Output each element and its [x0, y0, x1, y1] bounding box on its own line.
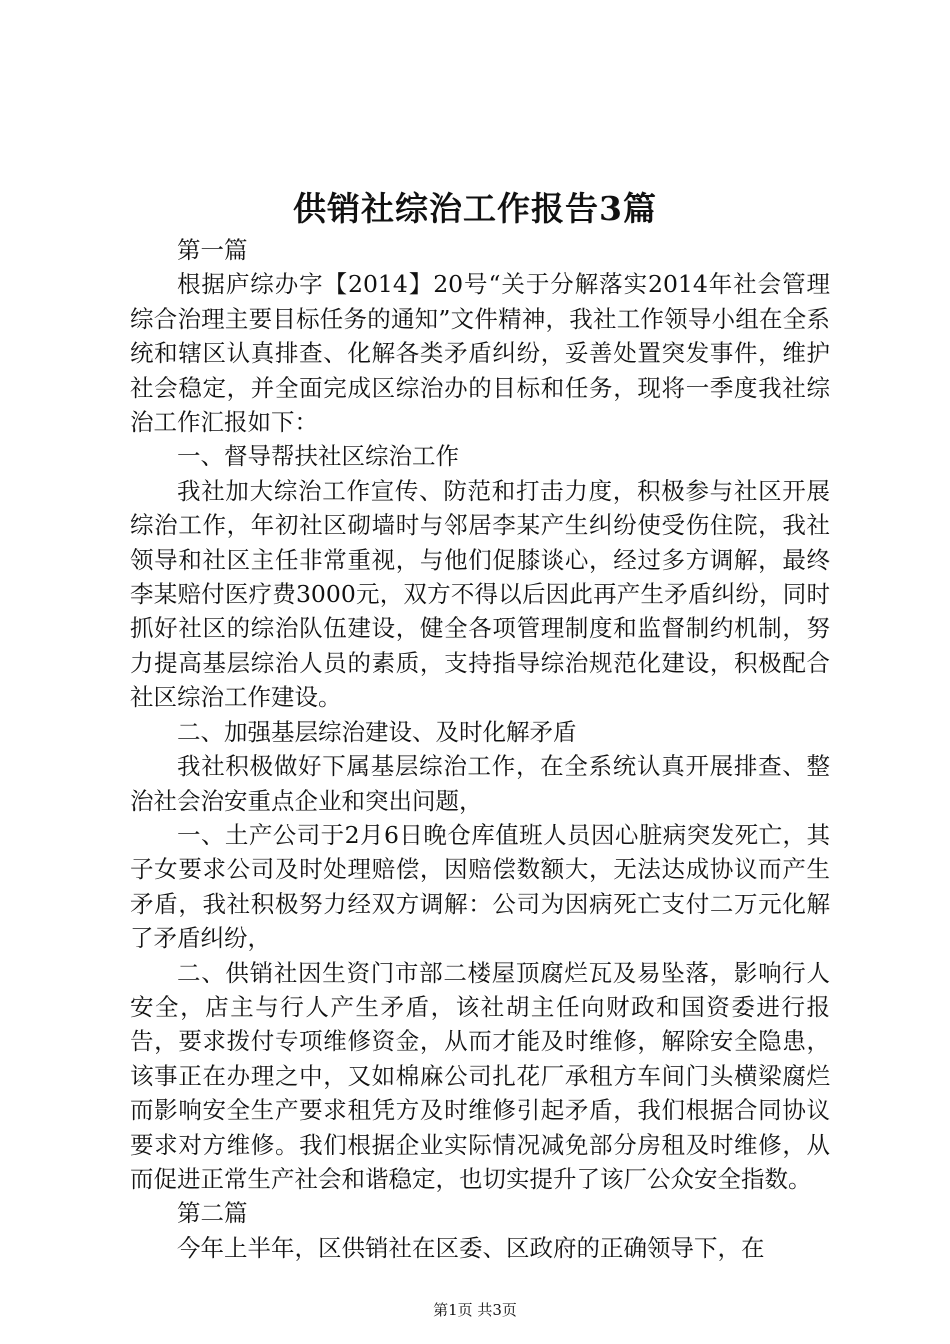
page-number-footer: 第1页 共3页: [433, 1301, 517, 1319]
paragraph: 我社加大综治工作宣传、防范和打击力度，积极参与社区开展综治工作，年初社区砌墙时与邻居李某产生纠纷使受伤住院，我社领导和社区主任非常重视，与他们促膝谈心，经过多方调解，最终李某赔付医疗费3000元，双方不得以后因此再产生矛盾纠纷，同时抓好社区的综治队伍建设，健全各项管理制度和监督制约机制，努力提高基层综治人员的素质，支持指导综治规范化建设，积极配合社区综治工作建设。: [130, 476, 830, 712]
section-heading: 第一篇: [177, 236, 248, 264]
document-title: 供销社综治工作报告3篇: [293, 189, 657, 228]
paragraph: 今年上半年，区供销社在区委、区政府的正确领导下，在: [177, 1233, 765, 1262]
paragraph: 根据庐综办字【2014】20号“关于分解落实2014年社会管理综合治理主要目标任务的通知”文件精神，我社工作领导小组在全系统和辖区认真排查、化解各类矛盾纠纷，妥善处置突发事件，维护社会稳定，并全面完成区综治办的目标和任务，现将一季度我社综治工作汇报如下：: [130, 270, 830, 437]
subsection-heading: 一、督导帮扶社区综治工作: [177, 442, 459, 471]
subsection-heading: 二、加强基层综治建设、及时化解矛盾: [177, 717, 577, 746]
section-heading: 第二篇: [177, 1199, 248, 1228]
paragraph: 一、土产公司于2月6日晚仓库值班人员因心脏病突发死亡，其子女要求公司及时处理赔偿，因赔偿数额大，无法达成协议而产生矛盾，我社积极努力经双方调解：公司为因病死亡支付二万元化解了矛盾纠纷，: [130, 820, 830, 953]
paragraph: 我社积极做好下属基层综治工作，在全系统认真开展排查、整治社会治安重点企业和突出问题，: [130, 752, 830, 815]
document-body: [130, 233, 830, 1265]
paragraph: 二、供销社因生资门市部二楼屋顶腐烂瓦及易坠落，影响行人安全，店主与行人产生矛盾，该社胡主任向财政和国资委进行报告，要求拨付专项维修资金，从而才能及时维修，解除安全隐患，该事正在办理之中，又如棉麻公司扎花厂承租方车间门头横梁腐烂而影响安全生产要求租凭方及时维修引起矛盾，我们根据合同协议要求对方维修。我们根据企业实际情况减免部分房租及时维修，从而促进正常生产社会和谐稳定，也切实提升了该厂公众安全指数。: [130, 958, 830, 1193]
